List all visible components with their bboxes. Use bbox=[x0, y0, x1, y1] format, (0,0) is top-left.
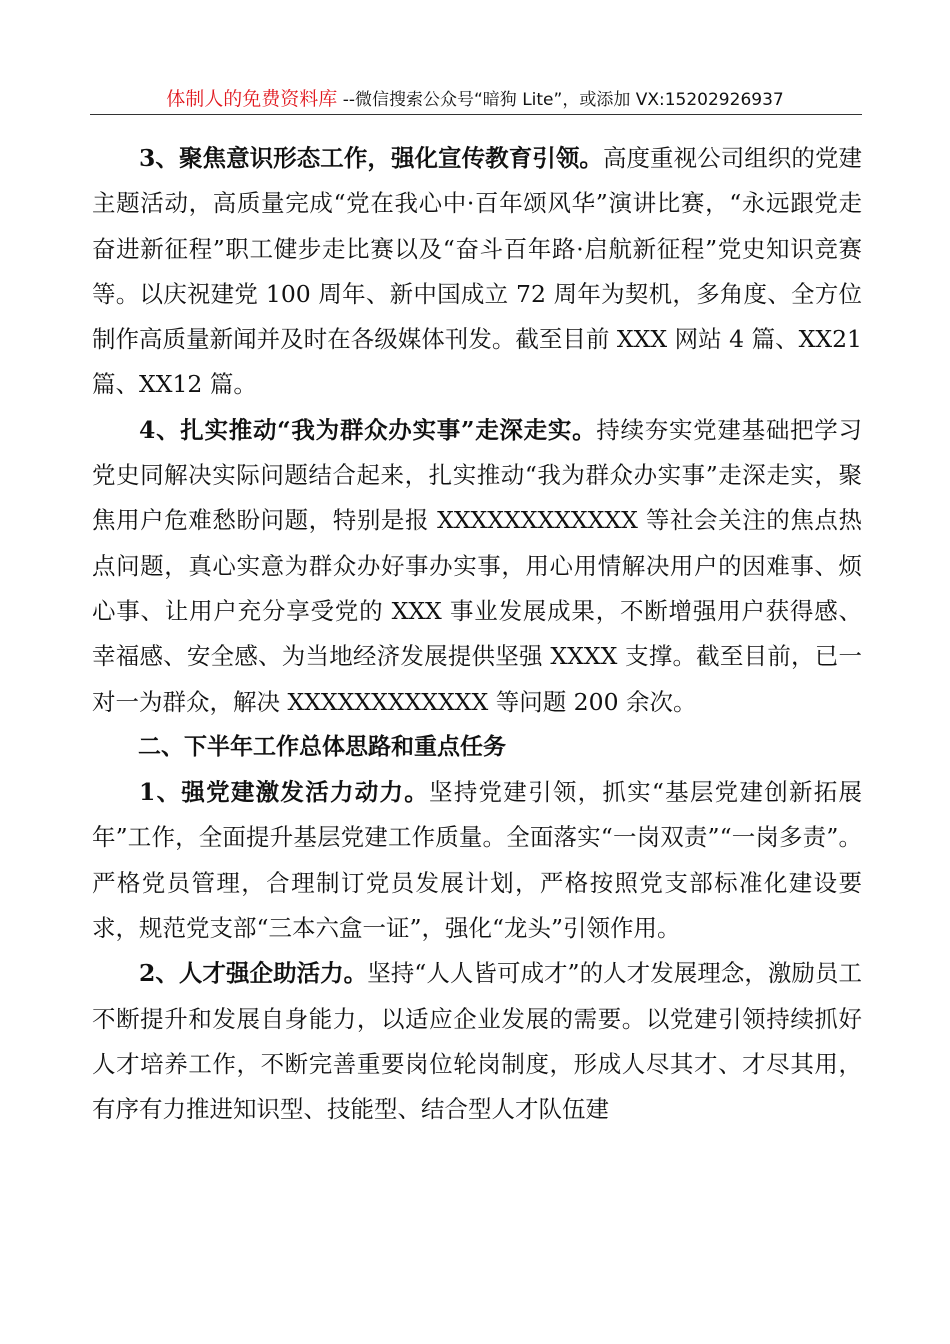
paragraph-text: 坚持党建引领，抓实“基层党建创新拓展年”工作，全面提升基层党建工作质量。全面落实“一岗双责”“一岗多责”。严格党员管理，合理制订党员发展计划，严格按照党支部标准化建设要求，规范党支部“三本六盒一证”，强化“龙头”引领作用。 bbox=[92, 778, 862, 943]
paragraph-task-2 bbox=[92, 951, 862, 1132]
paragraph-task-1 bbox=[92, 770, 862, 951]
document-body bbox=[92, 136, 862, 1133]
header-contact-text: --微信搜索公众号“暗狗 Lite”，或添加 VX:15202926937 bbox=[337, 90, 784, 110]
paragraph-lead: 2、人才强企助活力。 bbox=[139, 959, 368, 988]
paragraph-text: 高度重视公司组织的党建主题活动，高质量完成“党在我心中·百年颂风华”演讲比赛，“永远跟党走 奋进新征程”职工健步走比赛以及“奋斗百年路·启航新征程”党史知识竞赛等。以庆祝建党 100 周年、新中国成立 72 周年为契机，多角度、全方位制作高质量新闻并及时在各级媒体刊发。截至目前 XXX 网站 4 篇、XX21 篇、XX12 篇。 bbox=[92, 144, 862, 399]
paragraph-section-3 bbox=[92, 136, 862, 408]
paragraph-text: 持续夯实党建基础把学习党史同解决实际问题结合起来，扎实推动“我为群众办实事”走深走实，聚焦用户危难愁盼问题，特别是报 XXXXXXXXXXXX 等社会关注的焦点热点问题，真心实意为群众办好事办实事，用心用情解决用户的因难事、烦心事、让用户充分享受党的 XXX 事业发展成果，不断增强用户获得感、幸福感、安全感、为当地经济发展提供坚强 XXXX 支撑。截至目前，已一对一为群众，解决 XXXXXXXXXXXX 等问题 200 余次。 bbox=[92, 415, 862, 716]
paragraph-lead: 3、聚焦意识形态工作，强化宣传教育引领。 bbox=[139, 144, 603, 172]
paragraph-lead: 4、扎实推动“我为群众办实事”走深走实。 bbox=[139, 415, 597, 444]
paragraph-lead: 1、强党建激发活力动力。 bbox=[139, 778, 430, 807]
section-heading: 二、下半年工作总体思路和重点任务 bbox=[138, 733, 506, 760]
page-header bbox=[0, 84, 950, 110]
paragraph-text: 坚持“人人皆可成才”的人才发展理念，激励员工不断提升和发展自身能力，以适应企业发展的需要。以党建引领持续抓好人才培养工作，不断完善重要岗位轮岗制度，形成人尽其才、才尽其用，有序有力推进知识型、技能型、结合型人才队伍建 bbox=[92, 959, 862, 1124]
header-divider bbox=[90, 114, 862, 115]
header-brand: 体制人的免费资料库 bbox=[166, 88, 338, 110]
paragraph-section-4 bbox=[92, 408, 862, 725]
